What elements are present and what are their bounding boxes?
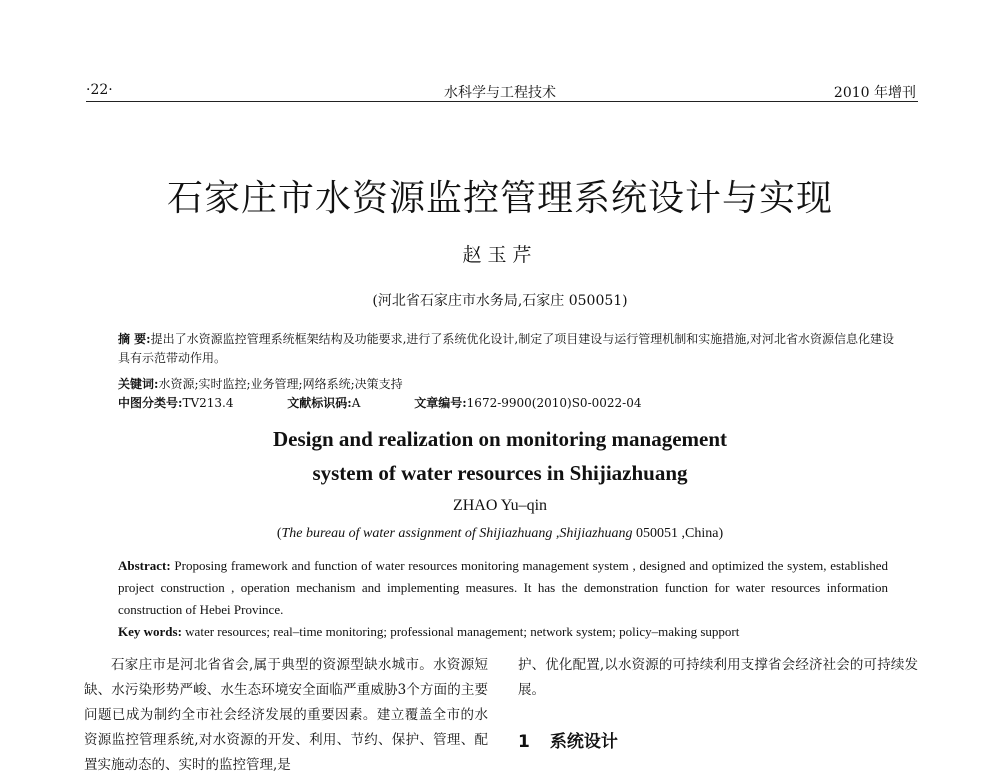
- doc-code-label: 文献标识码:: [287, 396, 352, 410]
- abstract-en-label: Abstract:: [118, 558, 171, 573]
- title-cn: 石家庄市水资源监控管理系统设计与实现: [166, 178, 833, 219]
- journal-name: 水科学与工程技术: [444, 85, 556, 101]
- affiliation-en-close: ): [718, 526, 724, 541]
- author-en: ZHAO Yu–qin: [452, 497, 548, 514]
- section-1-title: 系统设计: [549, 732, 618, 752]
- body-left-column: [84, 653, 488, 773]
- doc-code-value: A: [351, 396, 361, 410]
- abstract-cn-text: 提出了水资源监控管理系统框架结构及功能要求,进行了系统优化设计,制定了项目建设与运行管理机制和实施措施,对河北省水资源信息化建设具有示范带动作用。: [118, 332, 895, 365]
- abstract-en: [118, 555, 888, 643]
- abstract-en-text: Proposing framework and function of water resources monitoring management system , designed and optimized the system, established project construction , operation mechanism and implementing measures. It has the demonstration function for water resources information construction of Hebei Province.: [118, 558, 888, 617]
- affiliation-en-open: (: [276, 526, 282, 541]
- body-right-column: [518, 653, 918, 703]
- title-en-line2: system of water resources in Shijiazhuang: [312, 461, 688, 485]
- section-1-number: 1: [518, 732, 530, 752]
- issue-label: 2010 年增刊: [833, 85, 916, 101]
- title-en-line1: Design and realization on monitoring management: [272, 427, 728, 451]
- clc-label: 中图分类号:: [118, 396, 183, 410]
- clc-value: TV213.4: [182, 396, 234, 410]
- affiliation-en-rest: 050051 ,China: [632, 526, 719, 541]
- keywords-cn: [118, 375, 898, 394]
- body-left-paragraph: 石家庄市是河北省省会,属于典型的资源型缺水城市。水资源短缺、水污染形势严峻、水生态环境安全面临严重威胁3个方面的主要问题已成为制约全市社会经济发展的重要因素。建立覆盖全市的水资源监控管理系统,对水资源的开发、利用、节约、保护、管理、配置实施动态的、实时的监控管理,是: [84, 657, 488, 773]
- section-1-heading: [518, 727, 618, 752]
- keywords-cn-label: 关键词:: [118, 377, 159, 391]
- body-right-paragraph: 护、优化配置,以水资源的可持续利用支撑省会经济社会的可持续发展。: [518, 657, 918, 698]
- author-cn: 赵玉芹: [462, 244, 538, 266]
- abstract-cn: [118, 330, 898, 368]
- affiliation-en: [0, 526, 1000, 542]
- keywords-cn-text: 水资源;实时监控;业务管理;网络系统;决策支持: [158, 377, 403, 391]
- affiliation-en-italic: The bureau of water assignment of Shijiazhuang ,Shijiazhuang: [281, 526, 633, 541]
- classification-line: [118, 394, 898, 413]
- header-rule: [86, 101, 918, 102]
- abstract-cn-label: 摘 要:: [118, 332, 151, 346]
- affiliation-cn: (河北省石家庄市水务局,石家庄 050051): [372, 293, 628, 309]
- keywords-en-text: water resources; real–time monitoring; professional management; network system; policy–making support: [181, 624, 740, 639]
- article-no-label: 文章编号:: [414, 396, 467, 410]
- article-no-value: 1672-9900(2010)S0-0022-04: [466, 396, 642, 410]
- keywords-en-label: Key words:: [118, 624, 182, 639]
- page-number: ·22·: [86, 82, 113, 98]
